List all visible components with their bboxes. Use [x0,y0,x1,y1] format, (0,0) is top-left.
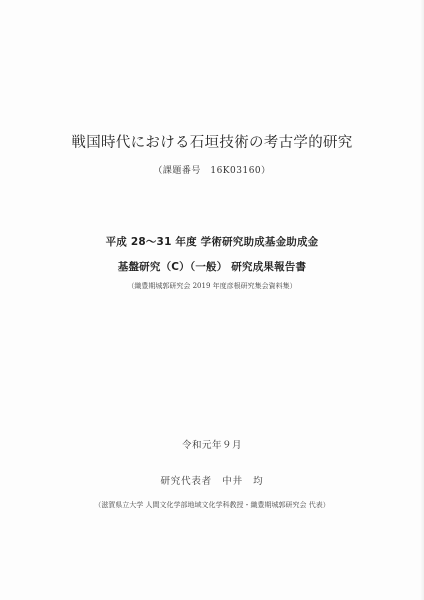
page-edge-shadow [420,0,424,600]
report-line: 基盤研究（C）（一般） 研究成果報告書 [117,261,307,273]
grant-line: 平成 28〜31 年度 学術研究助成基金助成金 [105,236,319,248]
report-note: （織豊期城郭研究会 2019 年度彦根研究集会資料集） [127,282,297,290]
publication-date: 令和元年９月 [181,440,242,451]
report-title: 戦国時代における石垣技術の考古学的研究 [71,135,353,151]
affiliation-line: （滋賀県立大学 人間文化学部地域文化学科教授・織豊期城郭研究会 代表） [94,501,330,509]
representative-line: 研究代表者 中井 均 [160,476,264,487]
project-number: （課題番号 16K03160） [153,166,271,176]
